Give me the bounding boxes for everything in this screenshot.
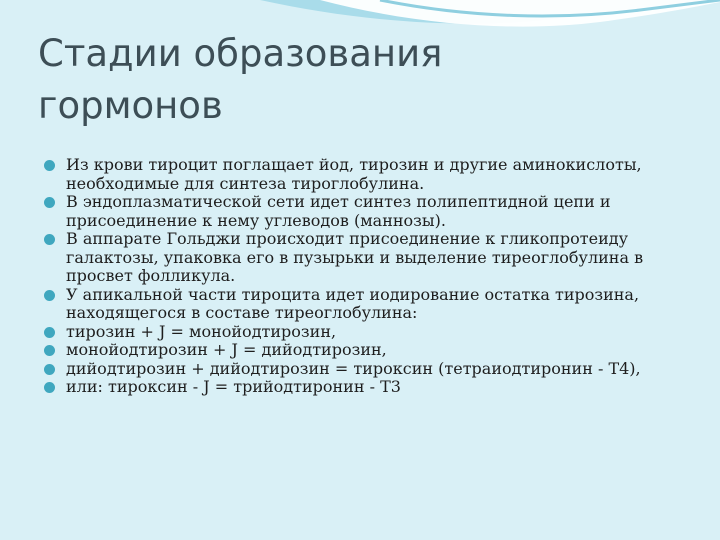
bullet-text: монойодтирозин + J = дийодтирозин,	[66, 340, 387, 359]
bullet-dot-icon	[44, 364, 55, 375]
bullet-dot-icon	[44, 160, 55, 171]
bullet-text: В эндоплазматической сети идет синтез полипептидной цепи и присоединение к нему углеводов (маннозы).	[66, 192, 611, 230]
bullet-item	[44, 360, 684, 379]
slide-title-line-1: Стадии образования	[38, 32, 443, 75]
bullet-item	[44, 378, 684, 397]
bullet-dot-icon	[44, 234, 55, 245]
bullet-dot-icon	[44, 345, 55, 356]
slide-title-line-2: гормонов	[38, 84, 223, 127]
bullet-list	[44, 156, 684, 397]
bullet-text: или: тироксин - J = трийодтиронин - T3	[66, 377, 401, 396]
bullet-text: Из крови тироцит поглащает йод, тирозин и другие аминокислоты, необходимые для синтеза тироглобулина.	[66, 155, 642, 193]
bullet-dot-icon	[44, 327, 55, 338]
bullet-item	[44, 193, 684, 230]
bullet-item	[44, 156, 684, 193]
bullet-dot-icon	[44, 382, 55, 393]
bullet-item	[44, 286, 684, 323]
bullet-text: тирозин + J = монойодтирозин,	[66, 321, 337, 341]
bullet-text: В аппарате Гольджи происходит присоединение к гликопротеиду галактозы, упаковка его в пузырьки и выделение тиреоглобулина в просвет фолликула.	[66, 229, 644, 285]
bullet-text: дийодтирозин + дийодтирозин = тироксин (тетраиодтиронин - T4),	[66, 358, 641, 378]
bullet-dot-icon	[44, 290, 55, 301]
bullet-item	[44, 230, 684, 286]
bullet-dot-icon	[44, 197, 55, 208]
bullet-item	[44, 323, 684, 342]
bullet-item	[44, 341, 684, 360]
bullet-text: У апикальной части тироцита идет иодирование остатка тирозина, находящегося в составе тиреоглобулина:	[66, 284, 640, 322]
slide-title	[38, 28, 678, 132]
